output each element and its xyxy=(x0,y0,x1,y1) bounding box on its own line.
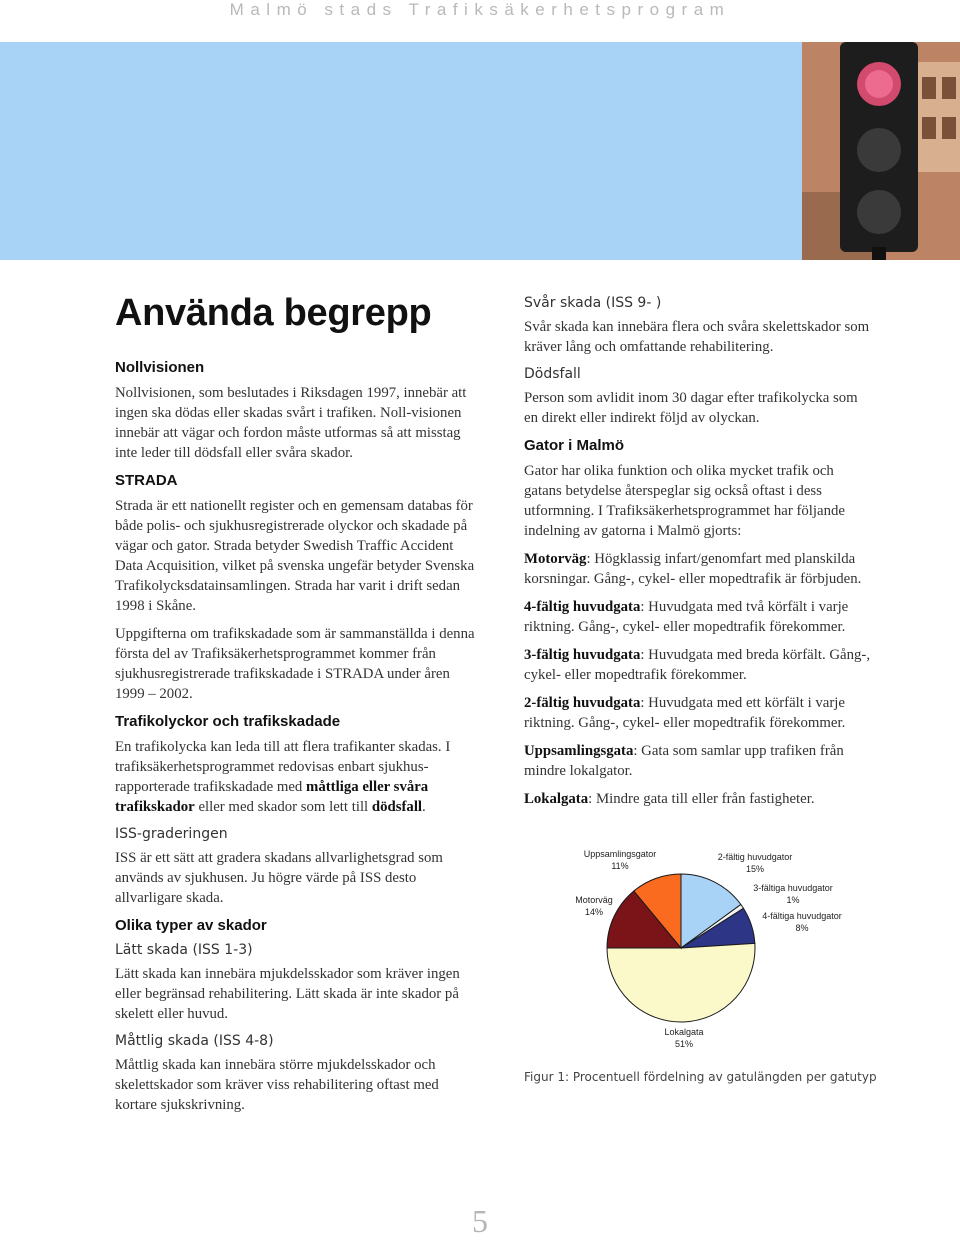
label-2-faltig: 2-fältig huvudgator 15% xyxy=(717,852,793,874)
trafikolyckor-text: En trafikolycka kan leda till att flera trafikanter skadas. I trafiksäkerhetsprogrammet redovisas enbart sjukhus-rapporterade trafikskadade med måttliga eller svåra trafikskador eller med skador som lett till dödsfall. xyxy=(115,739,451,815)
def-uppsamlingsgata: Uppsamlingsgata: Gata som samlar upp trafiken från mindre lokalgator. xyxy=(524,743,844,779)
bold-word: dödsfall xyxy=(371,799,423,815)
strada-heading: STRADA xyxy=(115,472,178,489)
def-2-faltig: 2-fältig huvudgata: Huvudgata med ett körfält i varje riktning. Gång-, cykel- eller mopedtrafik förekommer. xyxy=(524,695,846,731)
bold-phrase: måttliga eller svåra trafikskador xyxy=(115,779,429,815)
strada-paragraph-1: Strada är ett nationellt register och en gemensam databas för både polis- och sjukhusregistrerade olyckor och skadade på vägar och gator. Strada betyder Swedish Traffic Accident Data Acquisition, vilket på svenska ungefär betyder Svenska Trafikolycksdatainsamlingen. Strada har varit i drift sedan 1998 i Skåne. xyxy=(115,498,475,614)
pie-svg xyxy=(524,845,904,1075)
strada-paragraph-2: Uppgifterna om trafikskadade som är sammanställda i denna första del av Trafiksäkerhetsprogrammet kommer från sjukhusregistrerade trafikskadade i STRADA under åren 1999 – 2002. xyxy=(115,626,475,702)
def-lokalgata: Lokalgata: Mindre gata till eller från fastigheter. xyxy=(524,791,815,807)
def-3-faltig: 3-fältig huvudgata: Huvudgata med breda körfält. Gång-, cykel- eller mopedtrafik förekommer. xyxy=(524,647,871,683)
label-uppsamlingsgator: Uppsamlingsgator 11% xyxy=(583,849,657,871)
label-motorvag: Motorväg 14% xyxy=(575,895,613,917)
olika-typer-heading: Olika typer av skador xyxy=(115,917,267,934)
right-column xyxy=(524,294,874,817)
pie-slice-lokalgata xyxy=(607,943,755,1022)
page-number: 5 xyxy=(472,1203,488,1239)
mattlig-skada-text: Måttlig skada kan innebära större mjukdelsskador och skelettskador som kräver viss rehabilitering oftast med kortare sjukskrivning. xyxy=(115,1057,439,1113)
label-lokalgata: Lokalgata 51% xyxy=(664,1027,704,1049)
running-header: Malmö stads Trafiksäkerhetsprogram xyxy=(229,0,731,19)
iss-text: ISS är ett sätt att gradera skadans allvarlighetsgrad som används av sjukhusen. Ju högre värde på ISS desto allvarligare skada. xyxy=(115,850,443,906)
svar-skada-text: Svår skada kan innebära flera och svåra skelettskador som kräver lång och omfattande rehabilitering. xyxy=(524,319,870,355)
latt-skada-text: Lätt skada kan innebära mjukdelsskador som kräver ingen eller begränsad rehabilitering. Lätt skada är inte skador på skelett eller huvud. xyxy=(115,966,460,1022)
mattlig-skada-heading: Måttlig skada (ISS 4-8) xyxy=(115,1033,274,1049)
traffic-light-photo xyxy=(802,42,960,260)
label-3-faltiga: 3-fältiga huvudgator 1% xyxy=(753,883,833,905)
nollvisionen-text: Nollvisionen, som beslutades i Riksdagen 1997, innebär att ingen ska dödas eller skadas svårt i trafiken. Noll-visionen innebär att vägar och fordon måste utformas så att misstag inte leder till dödsfall eller svåra skador. xyxy=(115,385,467,461)
latt-skada-heading: Lätt skada (ISS 1-3) xyxy=(115,942,253,958)
figure-caption: Figur 1: Procentuell fördelning av gatulängden per gatutyp xyxy=(524,1070,877,1084)
gator-text: Gator har olika funktion och olika mycket trafik och gatans betydelse återspeglar sig också oftast i dess utformning. I Trafiksäkerhetsprogrammet har följande indelning av gatorna i Malmö gjorts: xyxy=(524,463,845,539)
dodsfall-text: Person som avlidit inom 30 dagar efter trafikolycka som en direkt eller indirekt följd av olyckan. xyxy=(524,390,858,426)
iss-heading: ISS-graderingen xyxy=(115,826,228,842)
left-column xyxy=(115,290,475,1123)
def-4-faltig: 4-fältig huvudgata: Huvudgata med två körfält i varje riktning. Gång-, cykel- eller mopedtrafik förekommer. xyxy=(524,599,849,635)
def-motorvag: Motorväg: Högklassig infart/genomfart med planskilda korsningar. Gång-, cykel- eller mopedtrafik är förbjuden. xyxy=(524,551,862,587)
dodsfall-heading: Dödsfall xyxy=(524,366,581,382)
street-type-pie-chart xyxy=(524,845,904,1095)
nollvisionen-heading: Nollvisionen xyxy=(115,359,205,376)
gator-heading: Gator i Malmö xyxy=(524,437,625,454)
page-title: Använda begrepp xyxy=(115,292,432,334)
svar-skada-heading: Svår skada (ISS 9- ) xyxy=(524,295,662,311)
label-4-faltiga: 4-fältiga huvudgator 8% xyxy=(762,911,842,933)
trafikolyckor-heading: Trafikolyckor och trafikskadade xyxy=(115,713,341,730)
